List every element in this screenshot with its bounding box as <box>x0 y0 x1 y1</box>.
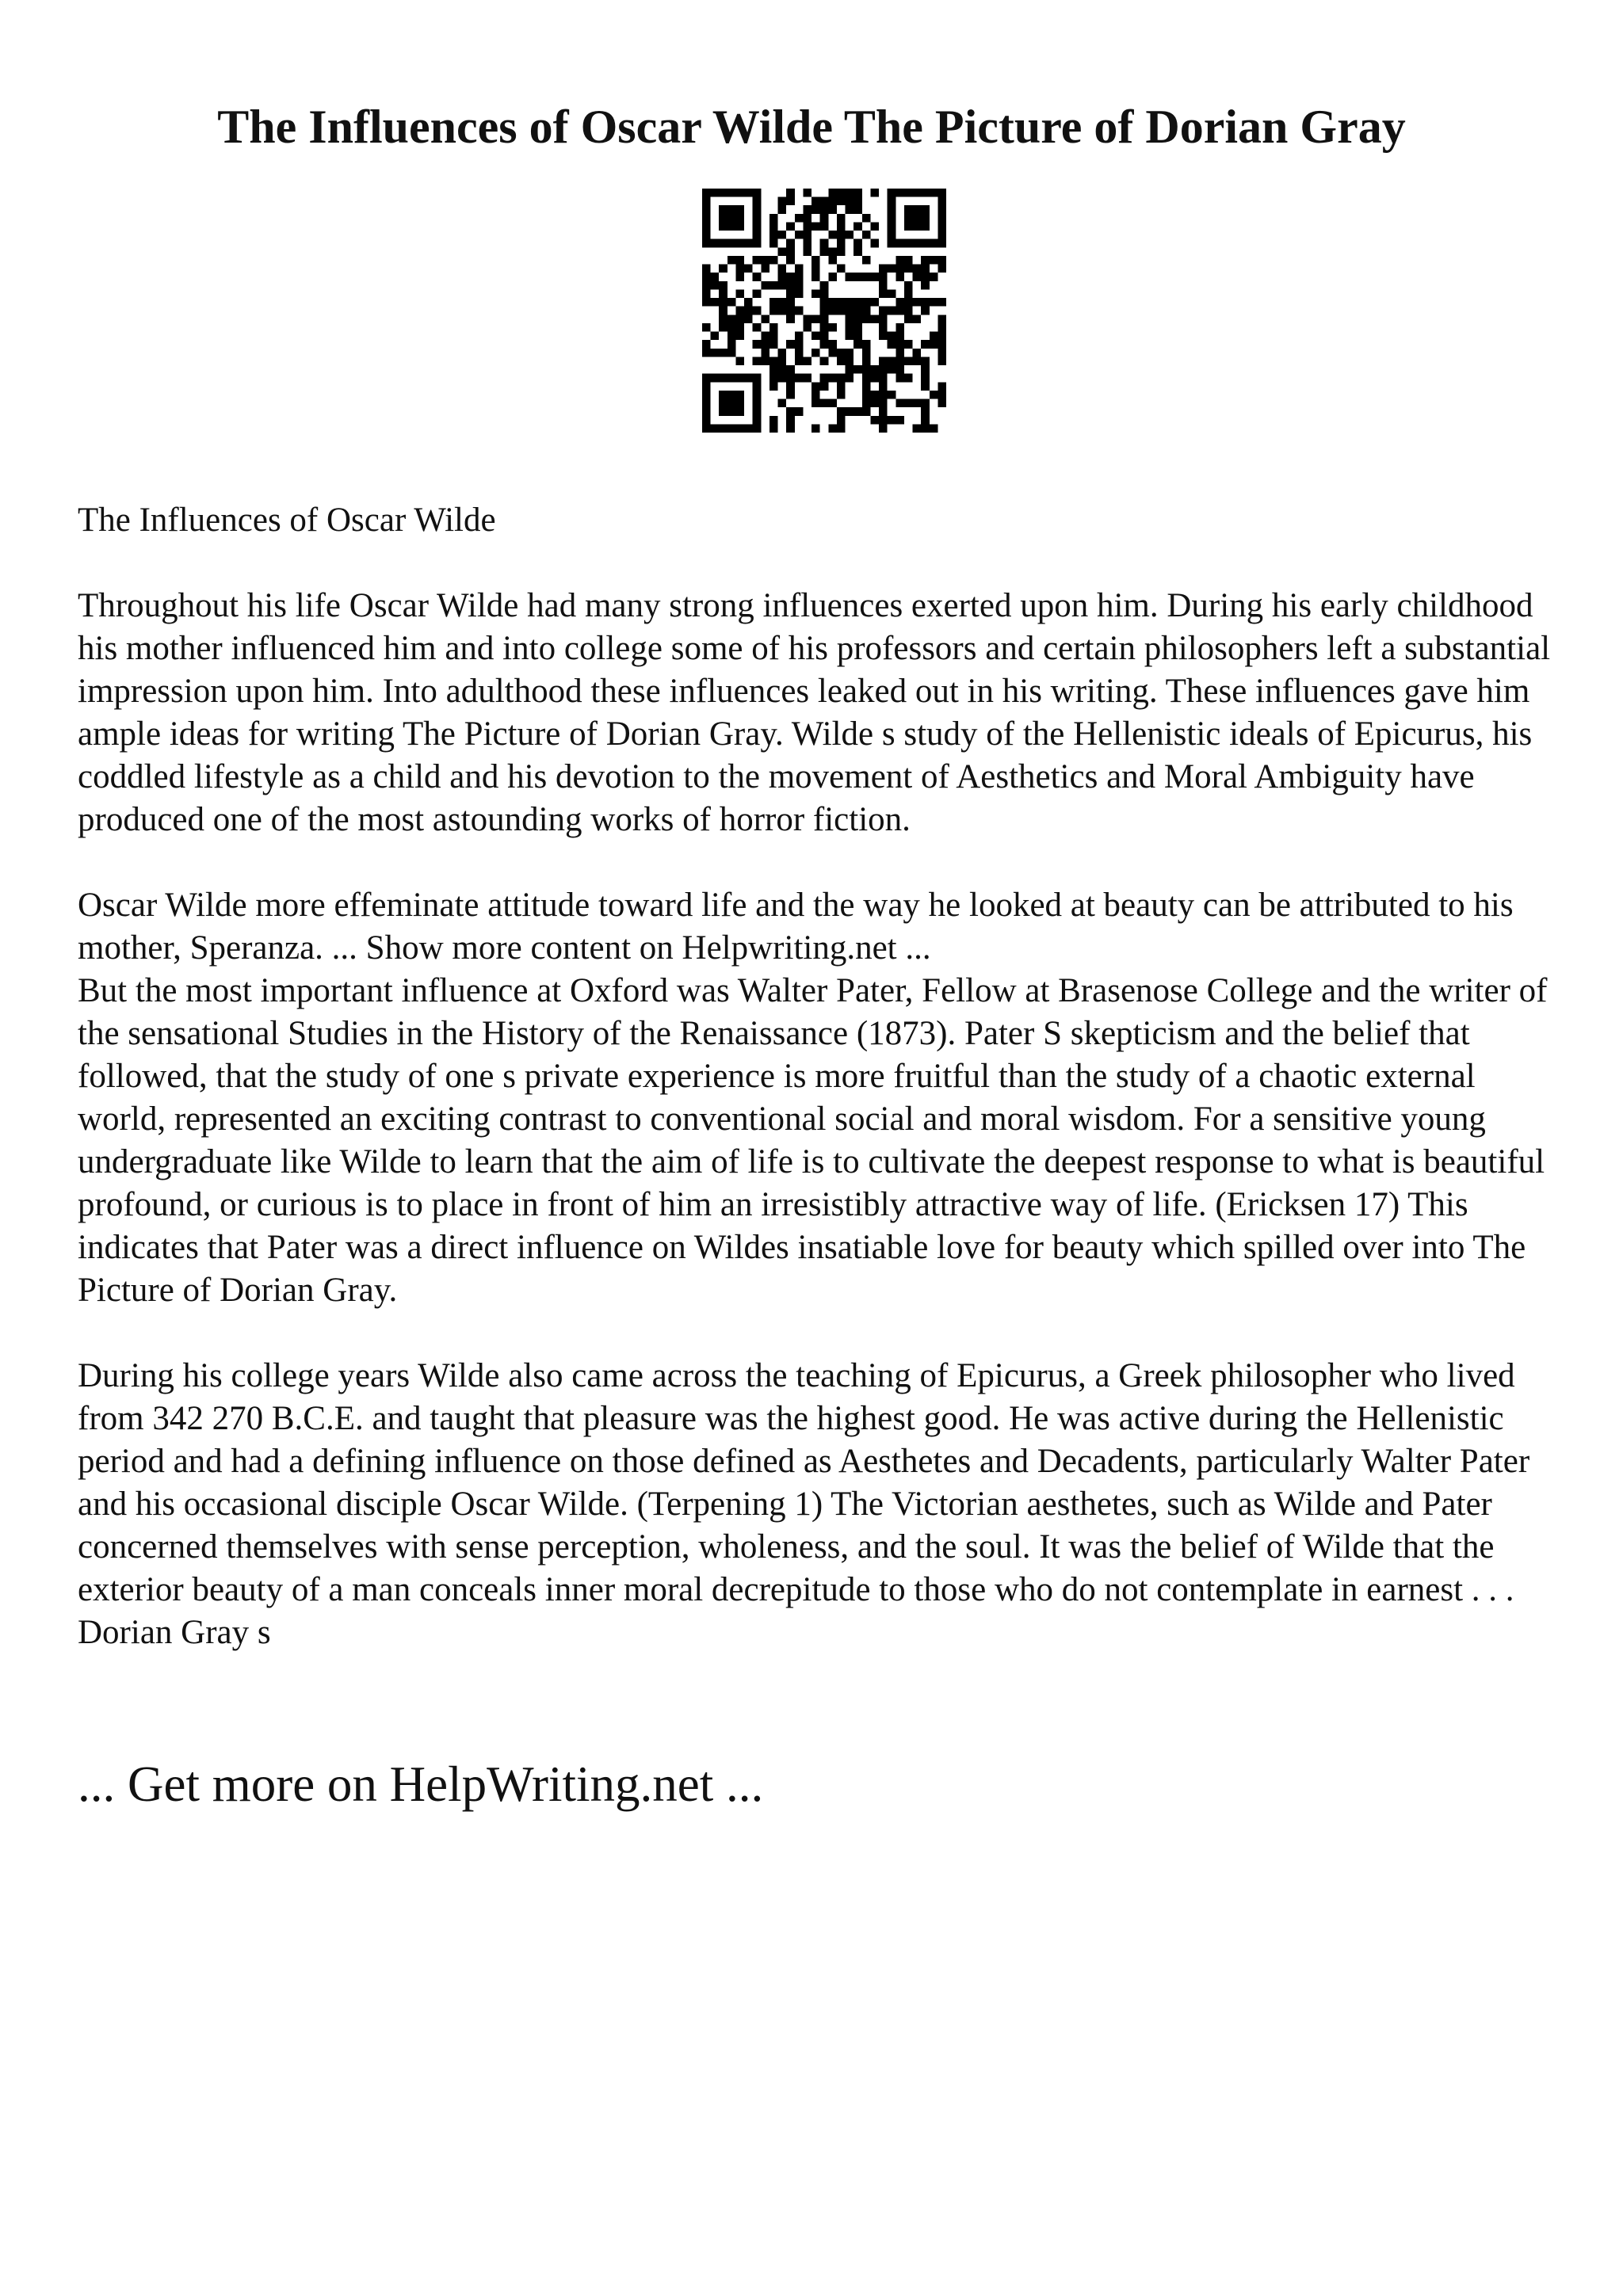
paragraph-speranza: Oscar Wilde more effeminate attitude toward life and the way he looked at beauty can be attributed to his mother, Speranza. ... Show more content on Helpwriting.net ... <box>78 887 1514 967</box>
qr-code-icon <box>702 189 946 433</box>
paragraph-pater: But the most important influence at Oxford was Walter Pater, Fellow at Brasenose College and the writer of the sensational Studies in the History of the Renaissance (1873). Pater S skepticism and the belief that followed, that the study of one s private experience is more fruitful than the study of a chaotic external world, represented an exciting contrast to conventional social and moral wisdom. For a sensitive young undergraduate like Wilde to learn that the aim of life is to cultivate the deepest response to what is beautiful profound, or curious is to place in front of him an irresistibly attractive way of life. (Ericksen 17) This indicates that Pater was a direct influence on Wildes insatiable love for beauty which spilled over into The Picture of Dorian Gray. <box>78 972 1548 1309</box>
document-subtitle: The Influences of Oscar Wilde <box>78 502 496 539</box>
paragraph-epicurus: During his college years Wilde also came across the teaching of Epicurus, a Greek philosopher who lived from 342 270 B.C.E. and taught that pleasure was the highest good. He was active during the Hellenistic period and had a defining influence on those defined as Aesthetes and Decadents, particularly Walter Pater and his occasional disciple Oscar Wilde. (Terpening 1) The Victorian aesthetes, such as Wilde and Pater concerned themselves with sense perception, wholeness, and the soul. It was the belief of Wilde that the exterior beauty of a man conceals inner moral decrepitude to those who do not contemplate in earnest . . . Dorian Gray s <box>78 1357 1530 1651</box>
document-title: The Influences of Oscar Wilde The Picture of Dorian Gray <box>217 101 1406 153</box>
document-body <box>78 499 1568 1697</box>
get-more-link[interactable]: ... Get more on HelpWriting.net ... <box>78 1756 764 1812</box>
paragraph-intro: Throughout his life Oscar Wilde had many strong influences exerted upon him. During his early childhood his mother influenced him and into college some of his professors and certain philosophers left a substantial impression upon him. Into adulthood these influences leaked out in his writing. These influences gave him ample ideas for writing The Picture of Dorian Gray. Wilde s study of the Hellenistic ideals of Epicurus, his coddled lifestyle as a child and his devotion to the movement of Aesthetics and Moral Ambiguity have produced one of the most astounding works of horror fiction. <box>78 587 1551 838</box>
